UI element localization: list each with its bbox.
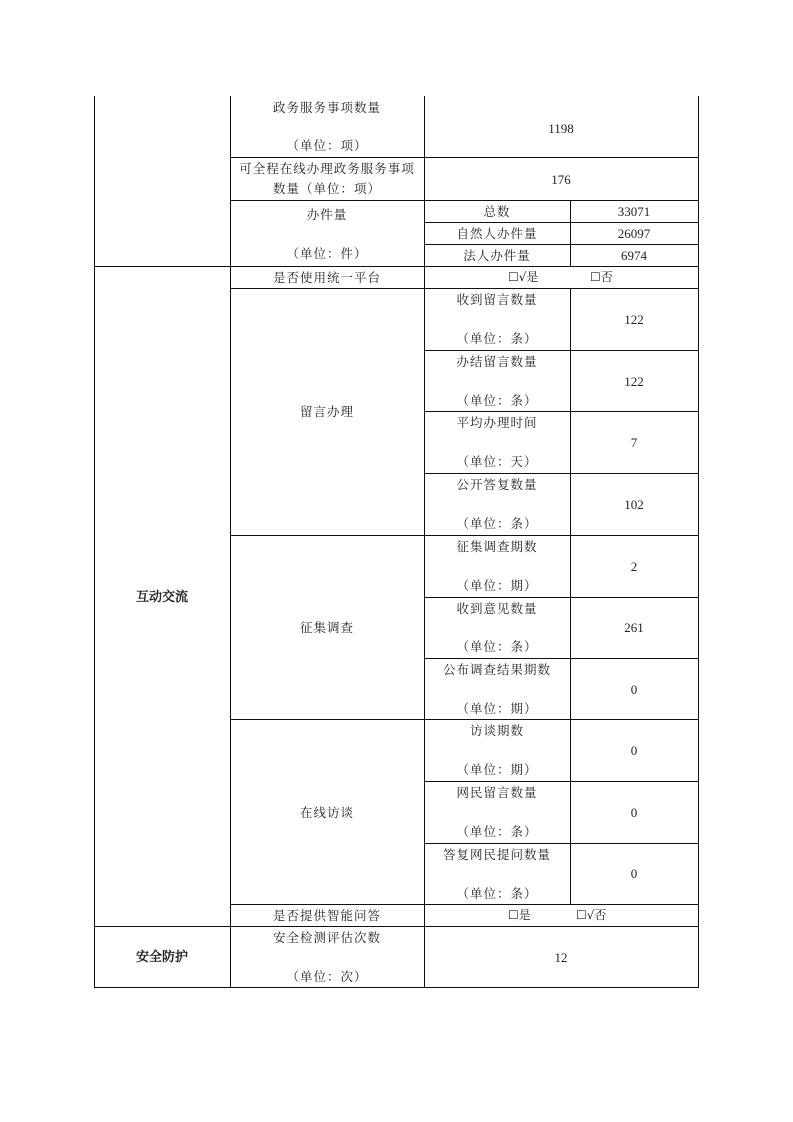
survey-opinions-value: 261: [624, 620, 644, 635]
smart-qa-label: 是否提供智能问答: [272, 908, 382, 923]
security-eval-unit: （单位：次）: [286, 969, 368, 984]
msg-done-unit: （单位：条）: [456, 393, 538, 408]
msg-done-value: 122: [624, 374, 644, 389]
security-eval-label: 安全检测评估次数: [272, 930, 382, 945]
survey-results-label: 公布调查结果期数: [442, 662, 552, 677]
table-rule: [570, 200, 571, 266]
table-rule: [230, 288, 698, 289]
message-group-label: 留言办理: [299, 404, 355, 419]
table-rule: [94, 987, 699, 988]
service-online-label-2: 数量（单位：项）: [272, 181, 382, 196]
smart-yes-checkbox[interactable]: ☐是: [508, 908, 531, 922]
table-rule: [424, 350, 698, 351]
interview-answers-value: 0: [630, 866, 638, 881]
msg-done-label: 办结留言数量: [456, 354, 538, 369]
interview-answers-unit: （单位：条）: [456, 886, 538, 901]
table-rule: [424, 658, 698, 659]
table-rule: [424, 597, 698, 598]
service-items-value: 1198: [548, 121, 574, 136]
table-rule: [94, 926, 698, 927]
interview-group-label: 在线访谈: [299, 805, 355, 820]
service-total-label: 总数: [483, 204, 511, 219]
unified-platform-label: 是否使用统一平台: [272, 270, 382, 285]
interview-answers-label: 答复网民提问数量: [442, 847, 552, 862]
table-rule: [424, 411, 698, 412]
smart-no-checkbox[interactable]: ☐√否: [576, 908, 607, 922]
section-security: 安全防护: [135, 950, 189, 965]
service-total-value: 33071: [617, 204, 651, 219]
service-natural-value: 26097: [617, 226, 651, 241]
service-items-unit: （单位：项）: [286, 138, 368, 153]
survey-results-value: 0: [630, 682, 638, 697]
table-rule: [94, 266, 698, 267]
survey-periods-unit: （单位：期）: [456, 578, 538, 593]
table-rule: [424, 781, 698, 782]
msg-received-unit: （单位：条）: [456, 331, 538, 346]
interview-periods-unit: （单位：期）: [456, 762, 538, 777]
table-rule: [424, 843, 698, 844]
service-online-value: 176: [551, 172, 571, 187]
msg-received-label: 收到留言数量: [456, 292, 538, 307]
interview-messages-label: 网民留言数量: [456, 785, 538, 800]
table-rule: [424, 473, 698, 474]
msg-avg-label: 平均办理时间: [456, 415, 538, 430]
table-rule: [230, 157, 698, 158]
table-rule: [230, 200, 698, 201]
survey-periods-value: 2: [630, 559, 638, 574]
table-rule: [94, 96, 95, 988]
msg-avg-value: 7: [630, 435, 638, 450]
table-rule: [230, 904, 698, 905]
interview-periods-label: 访谈期数: [469, 723, 525, 738]
service-online-label: 可全程在线办理政务服务事项: [239, 161, 415, 176]
msg-public-label: 公开答复数量: [456, 477, 538, 492]
security-eval-value: 12: [554, 950, 568, 965]
interview-messages-value: 0: [630, 805, 638, 820]
table-rule: [570, 288, 571, 904]
table-rule: [230, 96, 231, 988]
service-items-label: 政务服务事项数量: [272, 100, 382, 115]
interview-messages-unit: （单位：条）: [456, 824, 538, 839]
msg-public-value: 102: [624, 497, 644, 512]
msg-avg-unit: （单位：天）: [456, 454, 538, 469]
unified-yes-checkbox[interactable]: ☐√是: [508, 270, 539, 284]
table-rule: [424, 96, 425, 988]
service-legal-value: 6974: [621, 248, 647, 263]
service-natural-label: 自然人办件量: [456, 226, 538, 241]
survey-group-label: 征集调查: [299, 620, 355, 635]
survey-results-unit: （单位：期）: [456, 701, 538, 716]
msg-received-value: 122: [624, 312, 644, 327]
table-rule: [230, 719, 698, 720]
service-legal-label: 法人办件量: [463, 248, 531, 263]
survey-periods-label: 征集调查期数: [456, 539, 538, 554]
section-interaction: 互动交流: [135, 590, 189, 605]
survey-opinions-unit: （单位：条）: [456, 639, 538, 654]
table-rule: [698, 96, 699, 988]
service-volume-label: 办件量: [306, 207, 348, 222]
table-rule: [424, 222, 698, 223]
interview-periods-value: 0: [630, 743, 638, 758]
table-rule: [424, 244, 698, 245]
service-volume-unit: （单位：件）: [286, 246, 368, 261]
msg-public-unit: （单位：条）: [456, 516, 538, 531]
survey-opinions-label: 收到意见数量: [456, 601, 538, 616]
table-rule: [230, 535, 698, 536]
unified-no-checkbox[interactable]: ☐否: [590, 270, 613, 284]
